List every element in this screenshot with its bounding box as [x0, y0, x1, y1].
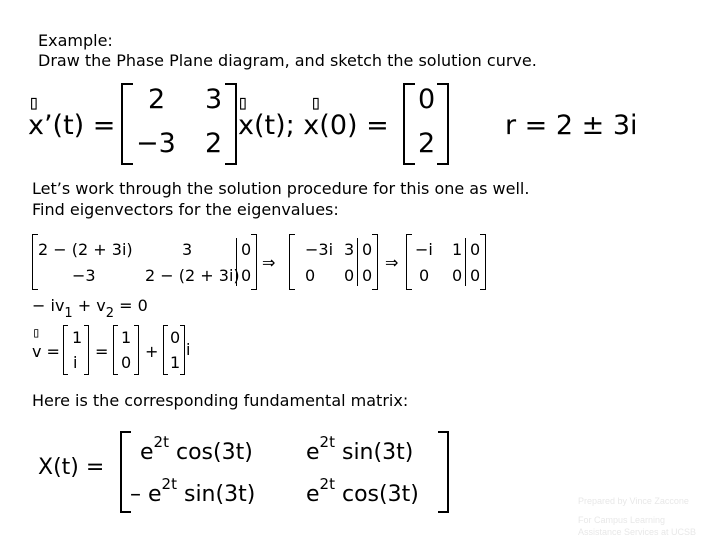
a22: 2	[205, 128, 223, 159]
a-1: 1	[121, 328, 132, 347]
b-1: 0	[170, 328, 181, 347]
equals-sign: =	[95, 342, 109, 361]
implies-arrow: ⇒	[262, 253, 276, 272]
cell: 0	[362, 266, 373, 285]
x0-1: 0	[418, 84, 436, 115]
fundamental-text: Here is the corresponding fundamental matrix:	[32, 391, 409, 410]
a11: 2	[148, 84, 166, 115]
a21: −3	[136, 128, 176, 159]
augment-divider	[236, 238, 237, 286]
cell: 0	[470, 240, 481, 259]
x-of-t-and-x0: x(t); x(0) =	[238, 110, 389, 141]
vector-x0-right-bracket	[437, 83, 449, 165]
cell: 0	[470, 266, 481, 285]
v-label: v =	[32, 342, 60, 361]
cell: 0	[419, 266, 430, 285]
v-2: i	[73, 353, 78, 372]
cell-21: – $e^{2t}$ sin(3t)	[130, 475, 256, 507]
procedure-text: Let’s work through the solution procedure for this one as well.	[32, 179, 530, 198]
implies-arrow: ⇒	[385, 253, 399, 272]
matrix-a-left-bracket	[121, 83, 133, 165]
cell: 0	[241, 266, 252, 285]
example-heading: Example:	[38, 31, 113, 50]
cell: 1	[452, 240, 463, 259]
v-1: 1	[72, 328, 83, 347]
footer-credit: Prepared by Vince Zaccone	[578, 496, 689, 506]
plus-sign: +	[145, 342, 159, 361]
matrix-a-right-bracket	[225, 83, 237, 165]
cell: 0	[362, 240, 373, 259]
x0-2: 2	[418, 128, 436, 159]
cell: −3	[72, 266, 96, 285]
eigenvalues-r: r = 2 ± 3i	[505, 110, 638, 141]
vector-x0-left-bracket	[403, 83, 415, 165]
i-factor: i	[186, 340, 191, 359]
missing-glyph-icon: ▯	[28, 90, 41, 114]
cell: 3	[344, 240, 355, 259]
missing-glyph-icon-3: ▯	[310, 90, 323, 114]
cell: −3i	[305, 240, 334, 259]
lhs-xprime: x’(t) =	[28, 110, 116, 141]
cell: −i	[415, 240, 433, 259]
augment-divider	[465, 238, 466, 286]
footer-line-2: For Campus Learning	[578, 515, 666, 525]
eigen-equation: − $iv_1 + v_2 = 0$	[32, 296, 148, 321]
missing-glyph-icon-4: ▯	[32, 325, 41, 341]
cell: 3	[182, 240, 193, 259]
cell: 0	[241, 240, 252, 259]
instruction-text: Draw the Phase Plane diagram, and sketch the solution curve.	[38, 51, 537, 70]
cell: 0	[305, 266, 316, 285]
cell: 2 − (2 + 3i)	[145, 266, 240, 285]
cell: 0	[452, 266, 463, 285]
a-2: 0	[121, 353, 132, 372]
lhs-x: X(t) =	[38, 455, 105, 480]
cell: 2 − (2 + 3i)	[38, 240, 133, 259]
a12: 3	[205, 84, 223, 115]
cell-12: $e^{2t}$ sin(3t)	[306, 433, 414, 465]
cell-11: $e^{2t}$ cos(3t)	[140, 433, 253, 465]
b-2: 1	[170, 353, 181, 372]
footer-line-3: Assistance Services at UCSB	[578, 527, 697, 537]
cell-22: $e^{2t}$ cos(3t)	[306, 475, 419, 507]
eigenvector-instruction: Find eigenvectors for the eigenvalues:	[32, 200, 339, 219]
augment-divider	[357, 238, 358, 286]
missing-glyph-icon-2: ▯	[237, 90, 250, 114]
cell: 0	[344, 266, 355, 285]
